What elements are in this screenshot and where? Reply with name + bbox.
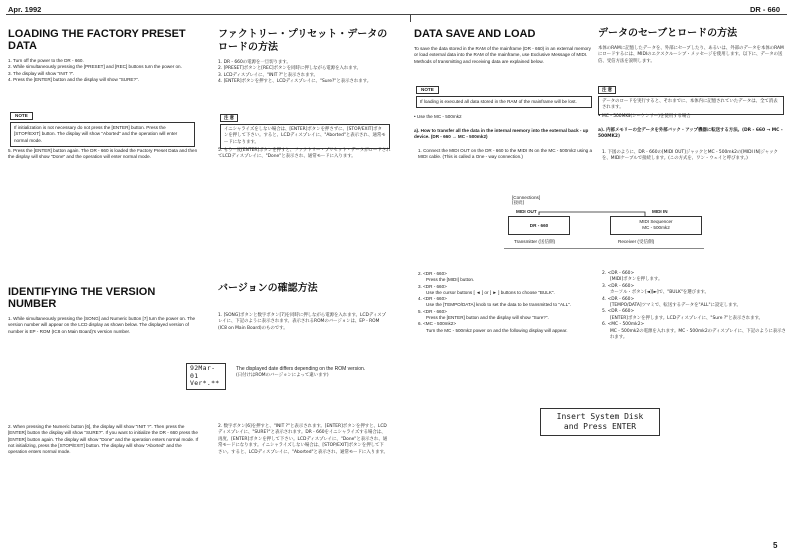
loading-note (10, 104, 195, 147)
loading-jp-steps (218, 60, 393, 86)
save-load-jp-bullet: • MC - 500MKⅡ(シーケンサー)を使用する場合 (598, 114, 691, 119)
transfer-jp-step-6-device: 6. <MC - 500mk2> (602, 322, 645, 328)
loading-jp-step-1: 1. DR - 660の電源を一旦切ります。 (218, 60, 291, 65)
transfer-steps (418, 271, 590, 334)
save-load-jp-note-text: データのロードを実行すると、それまでに、本体内に記憶されていたデータは、全て消去されます。 (598, 96, 784, 115)
save-load-jp-section-a: a). 内部メモリーの全データを外部バック・アップ機器に転送する方法。(DR - 660 → MC - 500MK2) (598, 128, 783, 140)
save-load-note-text: If loading is executed all data stored in the RAM of the mainframe will be lost. (416, 96, 592, 108)
dr660-device-label: DR - 660 (529, 223, 549, 228)
loading-note-text: If initialization is not necessary do not press the [ENTER] button. Press the [STOP/EXIT] button. The display will show "Aborted" and the operation will enter normal mode. (10, 122, 195, 147)
loading-jp-note (220, 106, 390, 149)
transfer-step-3-device: 3. <DR - 660> (418, 283, 447, 289)
loading-jp-note-text: イニシャライズをしない場合は、[ENTER]ボタンを押さずに、[STOP/EXIT]ボタンを押して下さい。すると、LCDディスプレイに、"Aborted"と表示され、通常モードになります。 (220, 124, 390, 149)
save-load-jp-step-1: 1. 下図のように、DR - 660の[MIDI OUT]ジャックとMC - 500mk2の[MIDI IN]ジャックを、MIDIケーブルで接続します。(この方式を、ワン・ウェイと呼びます。) (602, 150, 778, 162)
version-display-note: The displayed date differs depending on the ROM version. (236, 366, 366, 372)
transfer-jp-step-3-text: カーソル・ボタン[◄][►]で、"BULK"を選びます。 (610, 290, 709, 296)
save-load-jp-note (598, 78, 784, 115)
center-tick (410, 14, 411, 22)
transfer-jp-step-4-device: 4. <DR - 660> (602, 296, 635, 302)
connections-label: [Connections] (512, 195, 541, 200)
header-date: Apr. 1992 (8, 5, 42, 14)
loading-step-3: 3. The display will show "INIT ?". (8, 70, 75, 76)
mc500-display-line-2: and Press ENTER (563, 422, 637, 431)
transfer-jp-step-2-device: 2. <DR - 660> (602, 271, 635, 276)
mc500-display-line-1: Insert System Disk (556, 412, 644, 421)
transmitter-caption: Transmitter (送信側) (514, 239, 556, 244)
connections-label-jp: [接続] (512, 201, 525, 206)
version-jp-title: バージョンの確認方法 (218, 283, 318, 294)
diagram-bottom-rule (504, 248, 704, 249)
save-load-section-a: a). How to transfer all the data in the internal memory into the external back - up device. (DR - 660 → MC - 500mk2) (414, 128, 589, 140)
transfer-jp-step-3-device: 3. <DR - 660> (602, 283, 635, 289)
header-model: DR - 660 (750, 5, 781, 14)
transfer-step-2-device: 2. <DR - 660> (418, 271, 447, 276)
transfer-jp-step-2-text: [MIDI]ボタンを押します。 (610, 277, 663, 283)
version-lcd-line-2: Ver*.** (190, 379, 220, 387)
page-number: 5 (773, 541, 778, 550)
transfer-step-6-text: Turn the MC - 500mk2 power on and the following display will appear. (426, 327, 568, 333)
transfer-step-2-text: Press the [MIDI] button. (426, 277, 475, 283)
loading-step-2: 2. While simultaneously pressing the [PRESET] and [REC] buttons turn the power on. (8, 64, 182, 70)
transfer-step-6-device: 6. <MC - 500mk2> (418, 321, 457, 327)
transfer-jp-step-5-device: 5. <DR - 660> (602, 309, 635, 315)
midi-in-label: MIDI IN (652, 209, 668, 214)
version-jp-step-1: 1. [SONG]ボタンと数字ボタン[7]を同時に押しながら電源を入れます。LCDディスプレイに、下記のように表示されます。表示されるROMのバージョンは、EP - ROM (IC8 on Main Board)のものです。 (218, 313, 387, 331)
loading-step-5: 5. Press the [ENTER] button again. The DR - 660 is loaded the Factory Preset Data and then the display will show "Done" and the operation will enter normal mode. (8, 148, 198, 160)
transfer-step-4-device: 4. <DR - 660> (418, 296, 447, 302)
transfer-jp-step-5-text: [ENTER]ボタンを押します。LCDディスプレイに、"Sure ?"と表示されます。 (610, 315, 763, 321)
save-load-jp-title: データのセーブとロードの方法 (598, 28, 738, 39)
loading-jp-title: ファクトリー・プリセット・データのロードの方法 (218, 29, 388, 53)
save-load-bullet: • Use the MC - 500mk2 (414, 114, 462, 119)
save-load-jp-intro: 本体のRAMに記憶したデータを、外部にセーブしたり、あるいは、外部のデータを本体のRAMにロードするには、MIDIのエクスクルーシブ・メッセージを使用します。以下に、データの送信、受信方法を説明します。 (598, 46, 784, 64)
version-title: IDENTIFYING THE VERSION NUMBER (8, 286, 156, 310)
loading-step-1: 1. Turn off the power to the DR - 660. (8, 58, 84, 63)
mc500-display (540, 408, 660, 436)
loading-jp-step-3: 3. LCDディスプレイに、"INIT ?"と表示されます。 (218, 72, 318, 78)
save-load-step-1: 1. Connect the MIDI OUT on the DR - 660 to the MIDI IN on the MC - 500mk2 using a MIDI cable. (This is called a One - way connection.) (418, 148, 593, 160)
transfer-jp-step-4-text: [TEMPO/DATA]ツマミで、転送するデータを"ALL"に設定します。 (610, 303, 741, 309)
receiver-caption: Receiver (受信側) (618, 239, 655, 244)
loading-steps (8, 58, 198, 83)
loading-title: LOADING THE FACTORY PRESET DATA (8, 28, 186, 52)
midi-out-label: MIDI OUT (516, 209, 537, 214)
version-step-1: 1. While simultaneously pressing the [SONG] and Numeric button [7] turn the power on. The version number will appear on the LCD display as shown below. The displayed version of number is EP - ROM (IC8 on Main Board)'s version number. (8, 316, 196, 334)
loading-step-4: 4. Press the [ENTER] button and the display will show "SURE?". (8, 76, 139, 82)
transfer-step-3-text: Use the cursor buttons [ ◄ ] or [ ► ] buttons to choose "BULK". (426, 289, 555, 295)
transfer-step-5-text: Press the [ENTER] button and the display will show "Sure?". (426, 315, 549, 321)
save-load-title: DATA SAVE AND LOAD (414, 28, 536, 40)
loading-jp-step-4: 4. [ENTER]ボタンを押すと、LCDディスプレイに、"Sure?"と表示されます。 (218, 79, 372, 85)
save-load-intro: To save the data stored in the RAM of the mainframe (DR - 660) in an external memory or load external data into the RAM of the mainframe, use Exclusive Message of MIDI. Methods of transmitting and receiving data are explained below. (414, 46, 591, 64)
version-step-2: 2. When pressing the Numeric button [6], the display will show "INIT ?". Then press the [ENTER] button the display will show "SURE?". If you want to initialize the DR - 660 press the [ENTER] button again. The display will show "Done" and the operation enters normal mode. If not initializing, press the [STOP/EXIT] button. The display will show "Aborted" and the operation enters normal mode. (8, 424, 199, 455)
header-rule (6, 14, 787, 15)
sequencer-device-model: MC - 500mk2 (642, 225, 670, 231)
loading-note-label: NOTE (10, 112, 33, 120)
sequencer-device-box (610, 216, 702, 235)
version-lcd-line-1: 92Mar-01 (190, 364, 216, 380)
loading-jp-step-5: 5. もう一度[ENTER]ボタンを押すと、ファクトリー・プリセット・データがロードされてLCDディスプレイに、"Done"と表示され、通常モードに入ります。 (218, 148, 391, 160)
version-jp-step-2: 2. 数字ボタン[6]を押すと、"INIT ?"と表示されます。[ENTER]ボタンを押すと、LCDディスプレイに、"SURE?"と表示されます。DR - 660をイニシャライズする場合は、再度、[ENTER]ボタンを押して下さい。LCDディスプレイに、"Done"と表示され、通常モードになります。イニシャライズしない場合は、[STOP/EXIT]ボタンを押して下さい。すると、LCDディスプレイに、"Aborted"と表示され、通常モードに入ります。 (218, 424, 388, 455)
save-load-note-label: NOTE (416, 86, 439, 94)
transfer-jp-steps (602, 271, 786, 341)
save-load-jp-note-label: 注 意 (598, 86, 616, 94)
transfer-step-5-device: 5. <DR - 660> (418, 308, 447, 314)
loading-jp-step-2: 2. [PRESET]ボタンと[REC]ボタンを同時に押しながら電源を入れます。 (218, 66, 362, 72)
transfer-jp-step-6-text: MC - 500mk2の電源を入れます。MC - 500mk2のディスプレイに、下記のように表示されます。 (610, 328, 786, 341)
version-lcd (186, 363, 226, 390)
version-display-note-jp: (日付けはROMのバージョンによって違います) (236, 373, 329, 378)
sequencer-device-label: MIDI Sequencer (639, 219, 673, 224)
transfer-step-4-text: Use the [TEMPO/DATA] knob to set the data to be transmitted to "ALL". (426, 302, 572, 308)
dr660-device-box (508, 216, 570, 235)
save-load-note (416, 78, 592, 108)
loading-jp-note-label: 注 意 (220, 114, 238, 122)
